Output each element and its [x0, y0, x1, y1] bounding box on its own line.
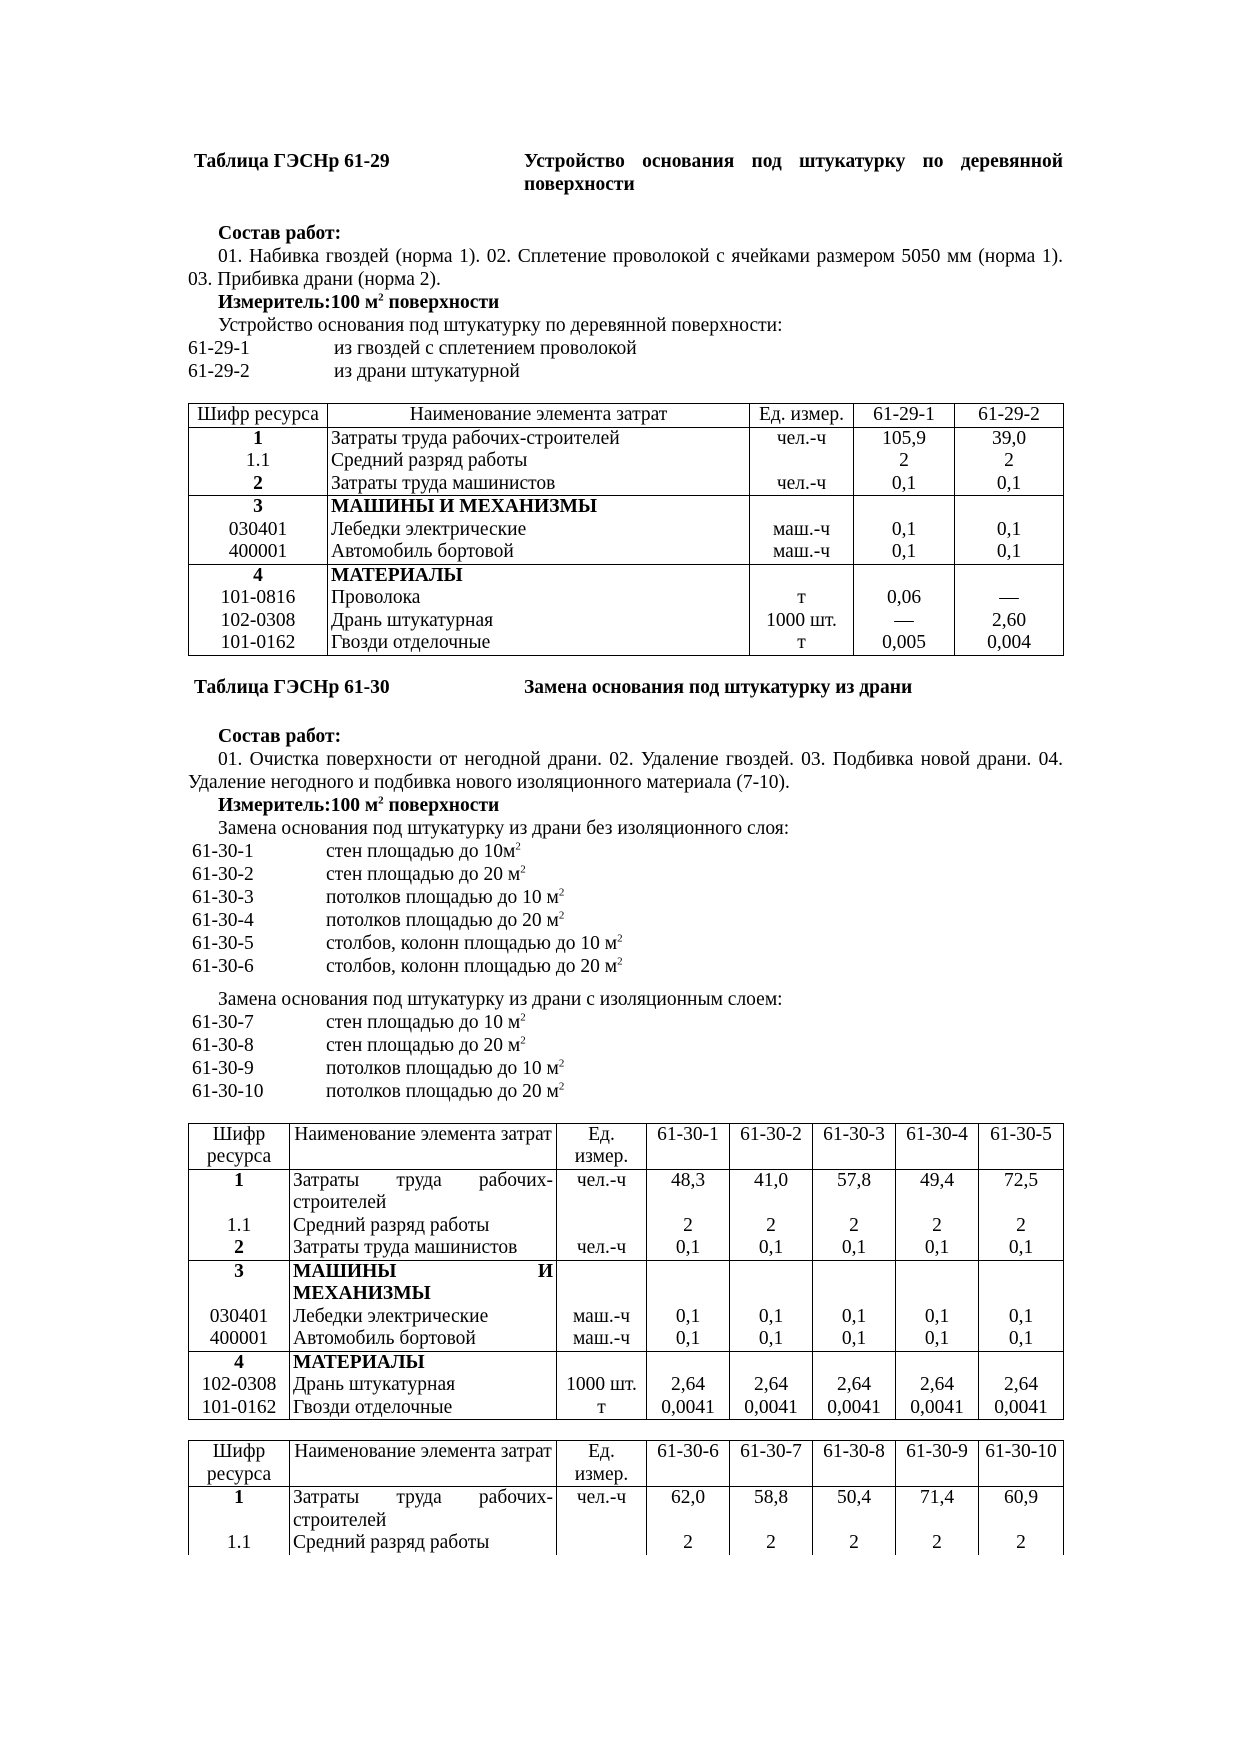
norm-text: стен площадью до 20 $м^2$: [326, 863, 526, 885]
norm-text: потолков площадью до 10 $м^2$: [326, 1057, 565, 1079]
value: 2,60: [955, 610, 1064, 633]
table-row: [189, 1532, 1064, 1555]
norm-code: 61-30-2: [192, 863, 254, 885]
resource-code: 4: [189, 1351, 290, 1374]
value: 72,5: [979, 1169, 1064, 1215]
value: —: [854, 610, 955, 633]
work-composition-text: 01. Очистка поверхности от негодной драни. 02. Удаление гвоздей. 03. Подбивка новой драни. 04. Удаление негодного и подбивка нового изоляционного материала (7-10).: [188, 748, 1063, 793]
unit: чел.-ч: [750, 473, 854, 496]
column-header: Ед. измер.: [557, 1441, 647, 1487]
value: 58,8: [730, 1487, 813, 1533]
resource-name: МАШИНЫ И МЕХАНИЗМЫ: [290, 1260, 557, 1306]
value: 71,4: [896, 1487, 979, 1533]
resource-name: Затраты труда рабочих-строителей: [328, 427, 750, 450]
unit: 1000 шт.: [750, 610, 854, 633]
column-header: Ед. измер.: [750, 404, 854, 428]
table-row: [189, 473, 1064, 496]
table-row: [189, 541, 1064, 564]
norm-list: [188, 337, 1063, 383]
norm-code: 61-30-5: [192, 932, 254, 954]
resource-code: 101-0162: [189, 1397, 290, 1420]
section-title-61-30: [188, 676, 1063, 699]
superscript: 2: [617, 955, 623, 967]
column-header: Шифр ресурса: [189, 1123, 290, 1169]
value: 0,1: [979, 1328, 1064, 1351]
resource-name: Лебедки электрические: [290, 1306, 557, 1329]
value: [647, 1260, 730, 1306]
value: 0,1: [854, 519, 955, 542]
norm-text: из гвоздей с сплетением проволокой: [334, 338, 637, 359]
unit: чел.-ч: [557, 1487, 647, 1533]
resource-name: Дрань штукатурная: [290, 1374, 557, 1397]
value: 0,0041: [730, 1397, 813, 1420]
resource-name: МАТЕРИАЛЫ: [290, 1351, 557, 1374]
value: 0,0041: [647, 1397, 730, 1420]
resource-name: Затраты труда машинистов: [290, 1237, 557, 1260]
column-header: Наименование элемента затрат: [290, 1123, 557, 1169]
table-row: [189, 587, 1064, 610]
superscript: 2: [515, 840, 521, 852]
norm-list: [188, 1011, 1063, 1103]
value: 2,64: [979, 1374, 1064, 1397]
table-row: [189, 1328, 1064, 1351]
table-row: [189, 564, 1064, 587]
resource-code: 3: [189, 496, 328, 519]
value: 2: [730, 1215, 813, 1238]
resource-code: 2: [189, 1237, 290, 1260]
column-header: 61-30-3: [813, 1123, 896, 1169]
resource-code: 1.1: [189, 1532, 290, 1555]
resource-code: 400001: [189, 541, 328, 564]
value: [955, 564, 1064, 587]
value: 0,1: [730, 1306, 813, 1329]
resource-name: Затраты труда рабочих-строителей: [290, 1169, 557, 1215]
norm-item: [188, 886, 1063, 909]
resource-name: Затраты труда рабочих-строителей: [290, 1487, 557, 1533]
value: [730, 1351, 813, 1374]
table-title: Устройство основания под штукатурку по деревянной поверхности: [524, 151, 1063, 195]
value: 2: [896, 1532, 979, 1555]
resource-code: 2: [189, 473, 328, 496]
superscript: 2: [617, 932, 623, 944]
resource-name: Средний разряд работы: [290, 1215, 557, 1238]
unit: т: [557, 1397, 647, 1420]
resource-code: 102-0308: [189, 1374, 290, 1397]
value: [896, 1351, 979, 1374]
unit: [557, 1260, 647, 1306]
resource-name: МАТЕРИАЛЫ: [328, 564, 750, 587]
norm-text: столбов, колонн площадью до 20 $м^2$: [326, 955, 623, 977]
column-header: 61-30-4: [896, 1123, 979, 1169]
unit: маш.-ч: [557, 1306, 647, 1329]
unit: 1000 шт.: [557, 1374, 647, 1397]
document-page: [188, 150, 1063, 1555]
superscript: 2: [558, 909, 565, 921]
norm-code: 61-30-8: [192, 1034, 254, 1056]
norm-text: потолков площадью до 20 $м^2$: [326, 1080, 565, 1102]
unit: чел.-ч: [750, 427, 854, 450]
value: 0,1: [979, 1237, 1064, 1260]
column-header: 61-30-2: [730, 1123, 813, 1169]
table-row: [189, 610, 1064, 633]
unit: [750, 450, 854, 473]
value: 41,0: [730, 1169, 813, 1215]
superscript: 2: [520, 1011, 526, 1023]
resource-code: 101-0162: [189, 632, 328, 655]
value: 0,1: [854, 541, 955, 564]
column-header: 61-30-9: [896, 1441, 979, 1487]
value: 0,1: [955, 473, 1064, 496]
resource-code: 1: [189, 1487, 290, 1533]
resource-table-61-29: [188, 403, 1064, 656]
norm-code: 61-30-9: [192, 1057, 254, 1079]
resource-name: Лебедки электрические: [328, 519, 750, 542]
unit: маш.-ч: [750, 541, 854, 564]
column-header: 61-29-1: [854, 404, 955, 428]
value: [979, 1351, 1064, 1374]
norm-item: [188, 1057, 1063, 1080]
table-row: [189, 1487, 1064, 1533]
norm-item: [188, 1034, 1063, 1057]
value: 57,8: [813, 1169, 896, 1215]
table-row: [189, 1374, 1064, 1397]
column-header: 61-30-7: [730, 1441, 813, 1487]
value: 0,005: [854, 632, 955, 655]
table-row: [189, 427, 1064, 450]
norm-item: [188, 337, 1063, 360]
resource-code: 030401: [189, 519, 328, 542]
value: 0,1: [647, 1328, 730, 1351]
value: 0,1: [730, 1328, 813, 1351]
value: 50,4: [813, 1487, 896, 1533]
table-row: [189, 632, 1064, 655]
value: 0,1: [896, 1237, 979, 1260]
unit: [557, 1532, 647, 1555]
table-title: Замена основания под штукатурку из драни: [524, 676, 913, 698]
superscript: 2: [520, 863, 526, 875]
section-title-61-29: [188, 150, 1063, 196]
resource-name: Средний разряд работы: [290, 1532, 557, 1555]
value: [730, 1260, 813, 1306]
unit: [750, 564, 854, 587]
value: 0,1: [813, 1328, 896, 1351]
intro-text: Замена основания под штукатурку из драни с изоляционным слоем:: [218, 988, 783, 1010]
column-header: Шифр ресурса: [189, 1441, 290, 1487]
unit: чел.-ч: [557, 1169, 647, 1215]
table-row: [189, 1260, 1064, 1306]
norm-text: стен площадью до 10 $м^2$: [326, 1011, 526, 1033]
value: 0,1: [955, 541, 1064, 564]
value: 60,9: [979, 1487, 1064, 1533]
norm-item: [188, 840, 1063, 863]
unit: маш.-ч: [750, 519, 854, 542]
table-row: [189, 519, 1064, 542]
value: 0,06: [854, 587, 955, 610]
value: [854, 496, 955, 519]
work-composition-text: 01. Набивка гвоздей (норма 1). 02. Сплетение проволокой с ячейками размером 5050 мм (норма 1). 03. Прибивка драни (норма 2).: [188, 246, 1063, 290]
norm-text: столбов, колонн площадью до 10 $м^2$: [326, 932, 623, 954]
norm-code: 61-30-10: [192, 1080, 264, 1102]
resource-code: 1: [189, 427, 328, 450]
resource-name: Автомобиль бортовой: [328, 541, 750, 564]
resource-code: 400001: [189, 1328, 290, 1351]
norm-item: [188, 932, 1063, 955]
intro-text: Устройство основания под штукатурку по деревянной поверхности:: [218, 315, 783, 336]
unit: [557, 1351, 647, 1374]
value: [813, 1260, 896, 1306]
value: 2: [979, 1532, 1064, 1555]
norm-text: стен площадью до 20 $м^2$: [326, 1034, 526, 1056]
table-row: [189, 1237, 1064, 1260]
table-row: [189, 1215, 1064, 1238]
meter-line: Измеритель:100 $м^2$ поверхности: [218, 291, 500, 313]
value: 49,4: [896, 1169, 979, 1215]
table-row: [189, 1306, 1064, 1329]
column-header: 61-30-10: [979, 1441, 1064, 1487]
work-composition-heading: Состав работ:: [218, 725, 342, 747]
norm-code: 61-30-6: [192, 955, 254, 977]
resource-code: 4: [189, 564, 328, 587]
resource-name: Проволока: [328, 587, 750, 610]
value: 2: [647, 1532, 730, 1555]
norm-item: [188, 360, 1063, 383]
superscript: 2: [558, 1080, 565, 1092]
norm-item: [188, 863, 1063, 886]
value: 2: [813, 1215, 896, 1238]
value: —: [955, 587, 1064, 610]
resource-table-61-30-a: [188, 1123, 1064, 1421]
unit: т: [750, 587, 854, 610]
column-header: 61-30-5: [979, 1123, 1064, 1169]
norm-code: 61-29-2: [188, 361, 250, 382]
table-row: [189, 450, 1064, 473]
meter-line: Измеритель:100 $м^2$ поверхности: [218, 794, 500, 816]
value: 0,1: [896, 1306, 979, 1329]
resource-code: 3: [189, 1260, 290, 1306]
value: 0,1: [896, 1328, 979, 1351]
value: 62,0: [647, 1487, 730, 1533]
value: 0,1: [813, 1306, 896, 1329]
resource-name: Автомобиль бортовой: [290, 1328, 557, 1351]
table-row: [189, 1351, 1064, 1374]
unit: [750, 496, 854, 519]
value: 2: [854, 450, 955, 473]
resource-code: 102-0308: [189, 610, 328, 633]
value: [955, 496, 1064, 519]
value: 0,004: [955, 632, 1064, 655]
value: 2,64: [813, 1374, 896, 1397]
table-row: [189, 1397, 1064, 1420]
value: 2,64: [730, 1374, 813, 1397]
value: [854, 564, 955, 587]
value: 2,64: [896, 1374, 979, 1397]
value: 105,9: [854, 427, 955, 450]
resource-code: 1: [189, 1169, 290, 1215]
column-header: Ед. измер.: [557, 1123, 647, 1169]
column-header: 61-30-1: [647, 1123, 730, 1169]
norm-text: потолков площадью до 10 $м^2$: [326, 886, 565, 908]
column-header: Наименование элемента затрат: [290, 1441, 557, 1487]
value: 2: [955, 450, 1064, 473]
resource-name: Дрань штукатурная: [328, 610, 750, 633]
column-header: 61-30-8: [813, 1441, 896, 1487]
resource-name: Затраты труда машинистов: [328, 473, 750, 496]
norm-code: 61-30-1: [192, 840, 254, 862]
value: [813, 1351, 896, 1374]
unit: маш.-ч: [557, 1328, 647, 1351]
norm-item: [188, 955, 1063, 978]
value: 39,0: [955, 427, 1064, 450]
value: 0,0041: [896, 1397, 979, 1420]
resource-code: 101-0816: [189, 587, 328, 610]
value: 2: [647, 1215, 730, 1238]
column-header: Наименование элемента затрат: [328, 404, 750, 428]
value: 0,1: [813, 1237, 896, 1260]
intro-text: Замена основания под штукатурку из драни без изоляционного слоя:: [218, 817, 790, 839]
norm-text: потолков площадью до 20 $м^2$: [326, 909, 565, 931]
value: 2,64: [647, 1374, 730, 1397]
table-number: Таблица ГЭСНр 61-30: [194, 676, 390, 698]
column-header: 61-30-6: [647, 1441, 730, 1487]
norm-code: 61-30-3: [192, 886, 254, 908]
value: 0,0041: [813, 1397, 896, 1420]
norm-text: из драни штукатурной: [334, 361, 520, 382]
norm-code: 61-30-7: [192, 1011, 254, 1033]
superscript: 2: [558, 886, 565, 898]
column-header: 61-29-2: [955, 404, 1064, 428]
table-row: [189, 496, 1064, 519]
value: 0,1: [854, 473, 955, 496]
resource-name: Средний разряд работы: [328, 450, 750, 473]
value: 2: [730, 1532, 813, 1555]
norm-code: 61-29-1: [188, 338, 250, 359]
norm-text: стен площадью до $10м^2$: [326, 840, 521, 862]
table-number: Таблица ГЭСНр 61-29: [194, 151, 390, 172]
resource-name: Гвозди отделочные: [290, 1397, 557, 1420]
value: 2: [979, 1215, 1064, 1238]
norm-item: [188, 1080, 1063, 1103]
value: 0,1: [979, 1306, 1064, 1329]
resource-table-61-30-b: [188, 1440, 1064, 1555]
value: 2: [813, 1532, 896, 1555]
column-header: Шифр ресурса: [189, 404, 328, 428]
superscript: 2: [558, 1057, 565, 1069]
table-row: [189, 1169, 1064, 1215]
value: 0,0041: [979, 1397, 1064, 1420]
resource-code: 030401: [189, 1306, 290, 1329]
value: 0,1: [730, 1237, 813, 1260]
value: [896, 1260, 979, 1306]
norm-code: 61-30-4: [192, 909, 254, 931]
value: 2: [896, 1215, 979, 1238]
value: 0,1: [647, 1306, 730, 1329]
value: 0,1: [647, 1237, 730, 1260]
value: [647, 1351, 730, 1374]
value: [979, 1260, 1064, 1306]
resource-name: МАШИНЫ И МЕХАНИЗМЫ: [328, 496, 750, 519]
value: 0,1: [955, 519, 1064, 542]
norm-item: [188, 1011, 1063, 1034]
norm-list: [188, 840, 1063, 978]
unit: т: [750, 632, 854, 655]
resource-code: 1.1: [189, 450, 328, 473]
value: 48,3: [647, 1169, 730, 1215]
norm-item: [188, 909, 1063, 932]
resource-code: 1.1: [189, 1215, 290, 1238]
unit: [557, 1215, 647, 1238]
unit: чел.-ч: [557, 1237, 647, 1260]
resource-name: Гвозди отделочные: [328, 632, 750, 655]
work-composition-heading: Состав работ:: [218, 223, 342, 244]
superscript: 2: [520, 1034, 526, 1046]
